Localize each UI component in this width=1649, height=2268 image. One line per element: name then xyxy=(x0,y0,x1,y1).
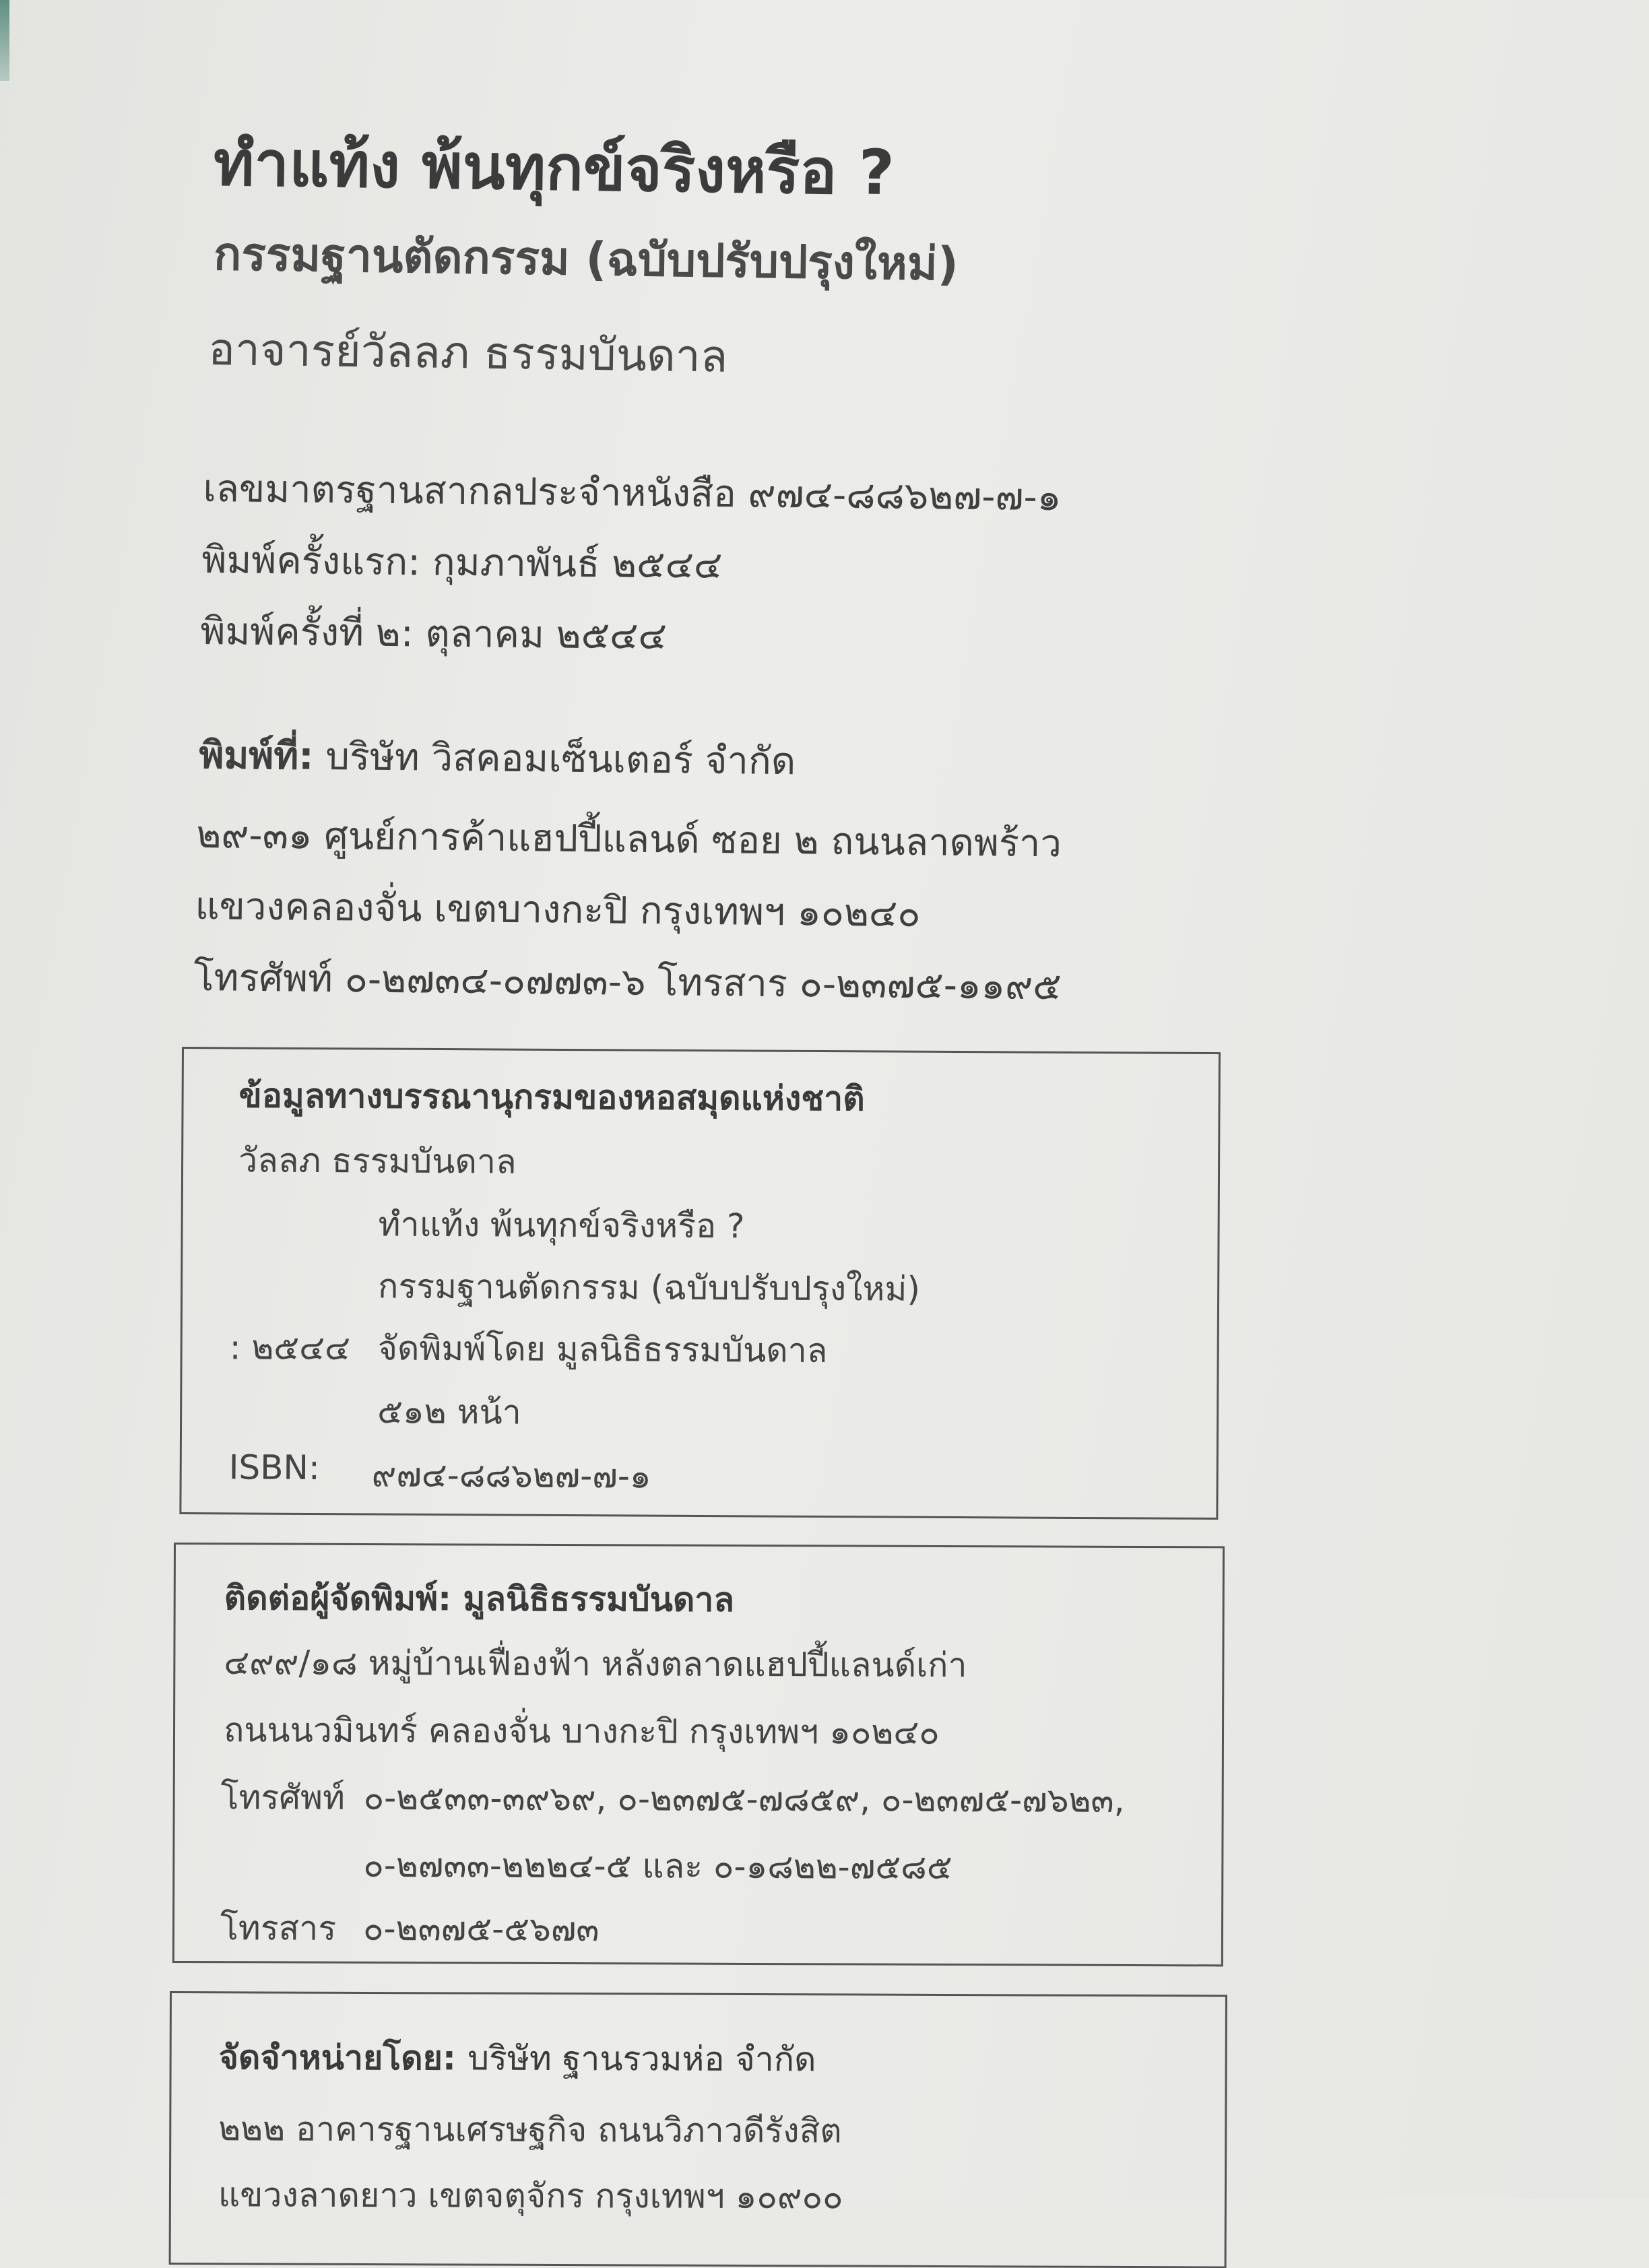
catalog-box xyxy=(179,1047,1221,1520)
distributor-box xyxy=(169,1991,1227,2268)
contact-heading: ติดต่อผู้จัดพิมพ์: มูลนิธิธรรมบันดาล xyxy=(224,1578,735,1619)
distributor-heading xyxy=(219,2031,816,2086)
book-author: อาจารย์วัลลภ ธรรมบันดาล xyxy=(207,323,728,383)
printer-address-2: แขวงคลองจั่น เขตบางกะปิ กรุงเทพฯ ๑๐๒๔๐ xyxy=(195,884,921,936)
distributor-address-2: แขวงลาดยาว เขตจตุจักร กรุงเทพฯ ๑๐๙๐๐ xyxy=(218,2175,843,2217)
printer-label: พิมพ์ที่: xyxy=(199,733,314,779)
contact-fax-label: โทรสาร xyxy=(220,1908,337,1948)
catalog-author: วัลลภ ธรรมบันดาล xyxy=(238,1140,517,1181)
contact-fax: ๐-๒๓๗๕-๕๖๗๓ xyxy=(362,1908,600,1949)
printer-address-1: ๒๙-๓๑ ศูนย์การค้าแฮปปี้แลนด์ ซอย ๒ ถนนลาดพร้าว xyxy=(196,812,1062,866)
distributor-label: จัดจำหน่ายโดย: xyxy=(218,2038,457,2078)
catalog-isbn: ๙๗๔-๘๘๖๒๗-๗-๑ xyxy=(371,1455,651,1496)
catalog-publisher: จัดพิมพ์โดย มูลนิธิธรรมบันดาล xyxy=(377,1328,828,1371)
printer-line xyxy=(199,725,796,791)
book-subtitle: กรรมฐานตัดกรรม (ฉบับปรับปรุงใหม่) xyxy=(213,227,959,292)
contact-phone-1: ๐-๒๕๓๓-๓๙๖๙, ๐-๒๓๗๕-๗๘๕๙, ๐-๒๓๗๕-๗๖๒๓, xyxy=(363,1778,1125,1820)
catalog-subtitle: กรรมฐานตัดกรรม (ฉบับปรับปรุงใหม่) xyxy=(377,1266,921,1309)
catalog-pages: ๕๑๒ หน้า xyxy=(377,1392,521,1432)
contact-address-1: ๔๙๙/๑๘ หมู่บ้านเฟื่องฟ้า หลังตลาดแฮปปี้แลนด์เก่า xyxy=(224,1643,967,1685)
distributor-address-1: ๒๒๒ อาคารฐานเศรษฐกิจ ถนนวิภาวดีรังสิต xyxy=(218,2109,842,2151)
second-print-line: พิมพ์ครั้งที่ ๒: ตุลาคม ๒๕๔๔ xyxy=(200,609,668,659)
catalog-year: : ๒๕๔๔ xyxy=(229,1328,351,1368)
contact-address-2: ถนนนวมินทร์ คลองจั่น บางกะปิ กรุงเทพฯ ๑๐๒๔๐ xyxy=(223,1710,940,1752)
book-title: ทำแท้ง พ้นทุกข์จริงหรือ ? xyxy=(213,127,895,209)
distributor-name: บริษัท ฐานรวมห่อ จำกัด xyxy=(467,2038,816,2079)
first-print-line: พิมพ์ครั้งแรก: กุมภาพันธ์ ๒๕๔๔ xyxy=(201,538,723,588)
printer-name: บริษัท วิสคอมเซ็นเตอร์ จำกัด xyxy=(325,734,796,784)
catalog-heading: ข้อมูลทางบรรณานุกรมของหอสมุดแห่งชาติ xyxy=(238,1076,865,1119)
contact-phone-2: ๐-๒๗๓๓-๒๒๒๔-๕ และ ๐-๑๘๒๒-๗๕๘๕ xyxy=(363,1845,952,1887)
book-cover-edge xyxy=(0,0,9,81)
printer-phone: โทรศัพท์ ๐-๒๗๓๔-๐๗๗๓-๖ โทรสาร ๐-๒๓๗๕-๑๑๙๕ xyxy=(193,955,1062,1009)
isbn-line: เลขมาตรฐานสากลประจำหนังสือ ๙๗๔-๘๘๖๒๗-๗-๑ xyxy=(203,466,1062,520)
contact-phone-label: โทรศัพท์ xyxy=(220,1778,346,1817)
catalog-title: ทำแท้ง พ้นทุกข์จริงหรือ ? xyxy=(378,1204,745,1246)
publisher-contact-box xyxy=(172,1543,1225,1966)
catalog-isbn-label: ISBN: xyxy=(228,1448,320,1488)
